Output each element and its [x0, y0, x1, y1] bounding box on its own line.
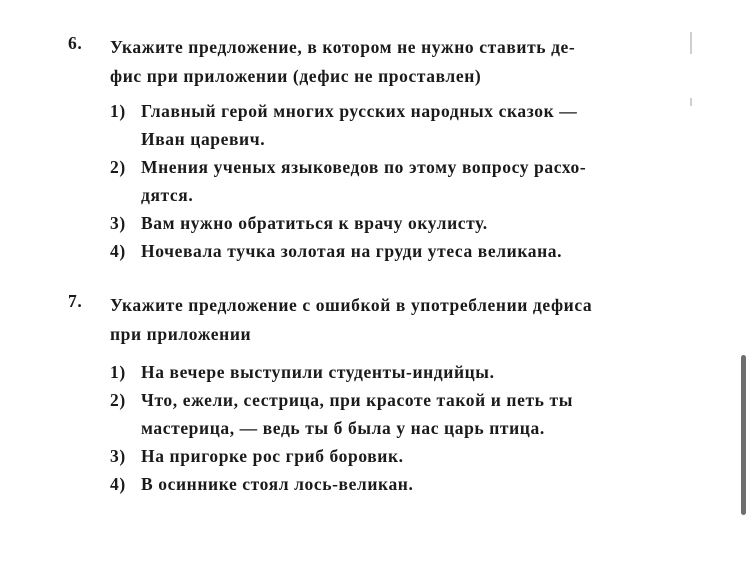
question-prompt-line: Укажите предложение, в котором не нужно ставить де-	[110, 37, 576, 57]
option-number: 3)	[110, 446, 126, 466]
option-text: Иван царевич.	[141, 129, 266, 149]
vertical-scrollbar[interactable]	[741, 355, 746, 515]
option-text: На вечере выступили студенты-индийцы.	[141, 362, 495, 382]
option-number: 1)	[110, 362, 126, 382]
option-text: Мнения ученых языковедов по этому вопросу расхо-	[141, 157, 587, 177]
option-number: 4)	[110, 474, 126, 494]
option-text: В осиннике стоял лось-великан.	[141, 474, 414, 494]
option-text: Вам нужно обратиться к врачу окулисту.	[141, 213, 488, 233]
page-edge-mark	[690, 32, 692, 54]
option-number: 2)	[110, 390, 126, 410]
option-number: 1)	[110, 101, 126, 121]
option-text: Что, ежели, сестрица, при красоте такой и петь ты	[141, 390, 573, 410]
question-prompt-line: Укажите предложение с ошибкой в употреблении дефиса	[110, 295, 593, 315]
question-number: 7.	[68, 291, 83, 311]
option-number: 3)	[110, 213, 126, 233]
option-text: мастерица, — ведь ты б была у нас царь птица.	[141, 418, 545, 438]
question-prompt-line: фис при приложении (дефис не проставлен)	[110, 66, 482, 86]
question-number: 6.	[68, 33, 83, 53]
question-prompt-line: при приложении	[110, 324, 252, 344]
option-text: На пригорке рос гриб боровик.	[141, 446, 404, 466]
option-number: 2)	[110, 157, 126, 177]
option-text: Главный герой многих русских народных сказок —	[141, 101, 578, 121]
page-edge-mark	[690, 98, 692, 106]
option-number: 4)	[110, 241, 126, 261]
option-text: Ночевала тучка золотая на груди утеса великана.	[141, 241, 563, 261]
option-text: дятся.	[141, 185, 194, 205]
